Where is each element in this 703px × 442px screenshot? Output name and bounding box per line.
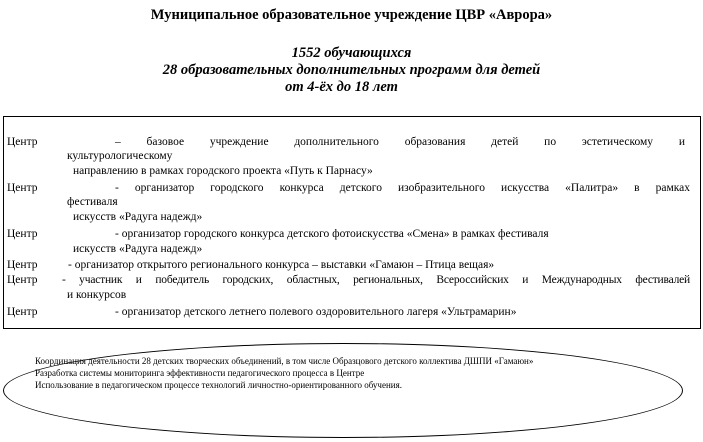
activity-text-cont: искусств «Радуга надежд» — [73, 243, 203, 255]
oval-line: Координация деятельности 28 детских творческих объединений, в том числе Образцового детского коллектива ДШПИ «Гамаюн» — [35, 356, 534, 366]
activity-text: – базовое учреждение дополнительного образования детей по эстетическому и — [115, 136, 685, 148]
centre-label: Центр — [7, 274, 38, 286]
oval-line: Использование в педагогическом процессе технологий личностно-ориентированного обучения. — [35, 380, 402, 390]
page-title: Муниципальное образовательное учреждение ЦВР «Аврора» — [150, 7, 553, 23]
centre-label: Центр — [7, 306, 38, 318]
activity-text: - участник и победитель городских, областных, региональных, Всероссийских и Международных фестивалей — [62, 274, 690, 286]
activity-text: - организатор городского конкурса детского изобразительного искусства «Палитра» в рамках — [115, 182, 690, 194]
oval-line: Разработка системы мониторинга эффективности педагогического процесса в Центре — [35, 368, 365, 378]
activity-text-cont: фестиваля — [67, 196, 118, 208]
activity-text: - организатор городского конкурса детского фотоискусства «Смена» в рамках фестиваля — [115, 228, 549, 240]
centre-label: Центр — [7, 228, 38, 240]
centre-label: Центр — [7, 259, 38, 271]
centre-label: Центр — [7, 182, 38, 194]
programs-count: 28 образовательных дополнительных программ для детей — [162, 62, 541, 78]
coordination-text — [35, 355, 533, 391]
centre-label: Центр — [7, 136, 38, 148]
activity-text: - организатор детского летнего полевого оздоровительного лагеря «Ультрамарин» — [115, 306, 517, 318]
students-count: 1552 обучающихся — [291, 45, 412, 61]
activity-text-cont: и конкурсов — [67, 289, 127, 301]
activity-text-cont: культурологическому — [67, 150, 173, 162]
age-range: от 4-ёх до 18 лет — [285, 79, 398, 95]
activity-text: - организатор открытого регионального конкурса – выставки «Гамаюн – Птица вещая» — [68, 259, 495, 271]
activity-text-cont: искусств «Радуга надежд» — [73, 211, 203, 223]
activity-text-cont: направлению в рамках городского проекта «Путь к Парнасу» — [73, 165, 373, 177]
